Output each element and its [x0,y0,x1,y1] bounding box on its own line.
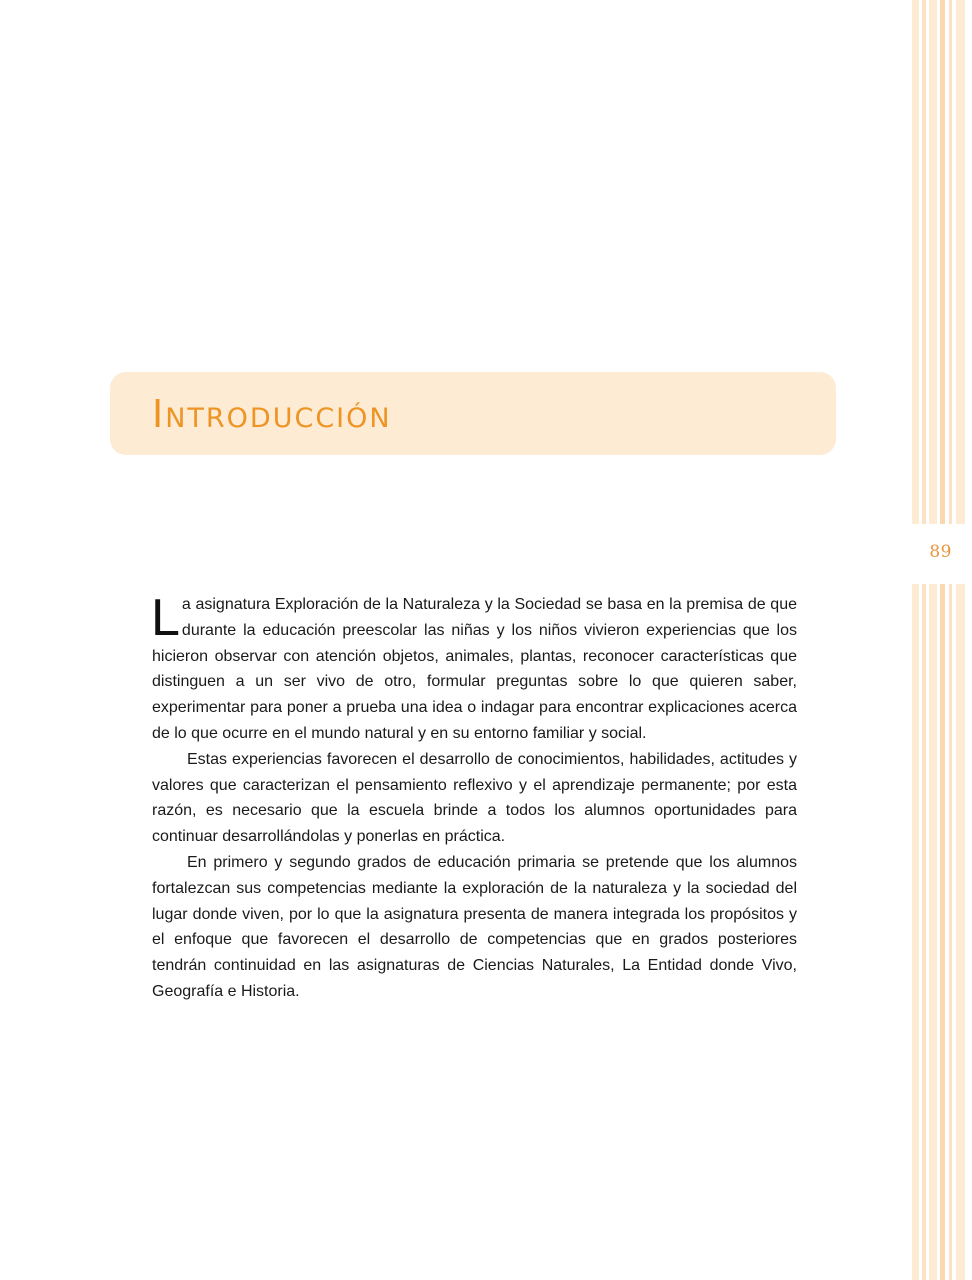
margin-decorative-stripes [912,0,972,1280]
stripe [956,0,965,1280]
paragraph [151,589,797,747]
paragraph: En primero y segundo grados de educación primaria se pretende que los alumnos fortalezcan sus competencias mediante la exploración de la naturaleza y la sociedad del lugar donde viven, por lo que la asignatura presenta de manera integrada los propósitos y el enfoque que favorecen el desarrollo de competencias que en grados posteriores tendrán continuidad en las asignaturas de Ciencias Naturales, La Entidad donde Vivo, Geografía e Historia. [152,853,797,1000]
title-banner [110,372,836,455]
stripe [912,0,919,1280]
body-text [151,589,797,1005]
page-number: 89 [929,542,952,562]
stripe [922,0,926,1280]
paragraph-text: a asignatura Exploración de la Naturaleza y la Sociedad se basa en la premisa de que durante la educación preescolar las niñas y los niños vivieron experiencias que los hicieron observar con atención objetos, animales, plantas, reconocer características que distinguen a un ser vivo de otro, formular preguntas sobre lo que quieren saber, experimentar para poner a prueba una idea o indagar para encontrar explicaciones acerca de lo que ocurre en el mundo natural y en su entorno familiar y social. [152,596,797,742]
section-title: Introducción [152,392,392,436]
stripe [929,0,937,1280]
stripe [949,0,952,1280]
paragraph: Estas experiencias favorecen el desarrollo de conocimientos, habilidades, actitudes y valores que caracterizan el pensamiento reflexivo y el aprendizaje permanente; por esta razón, es necesario que la escuela brinde a todos los alumnos oportunidades para continuar desarrollándolas y ponerlas en práctica. [152,750,797,846]
stripe [940,0,945,1280]
drop-cap: L [151,589,180,647]
